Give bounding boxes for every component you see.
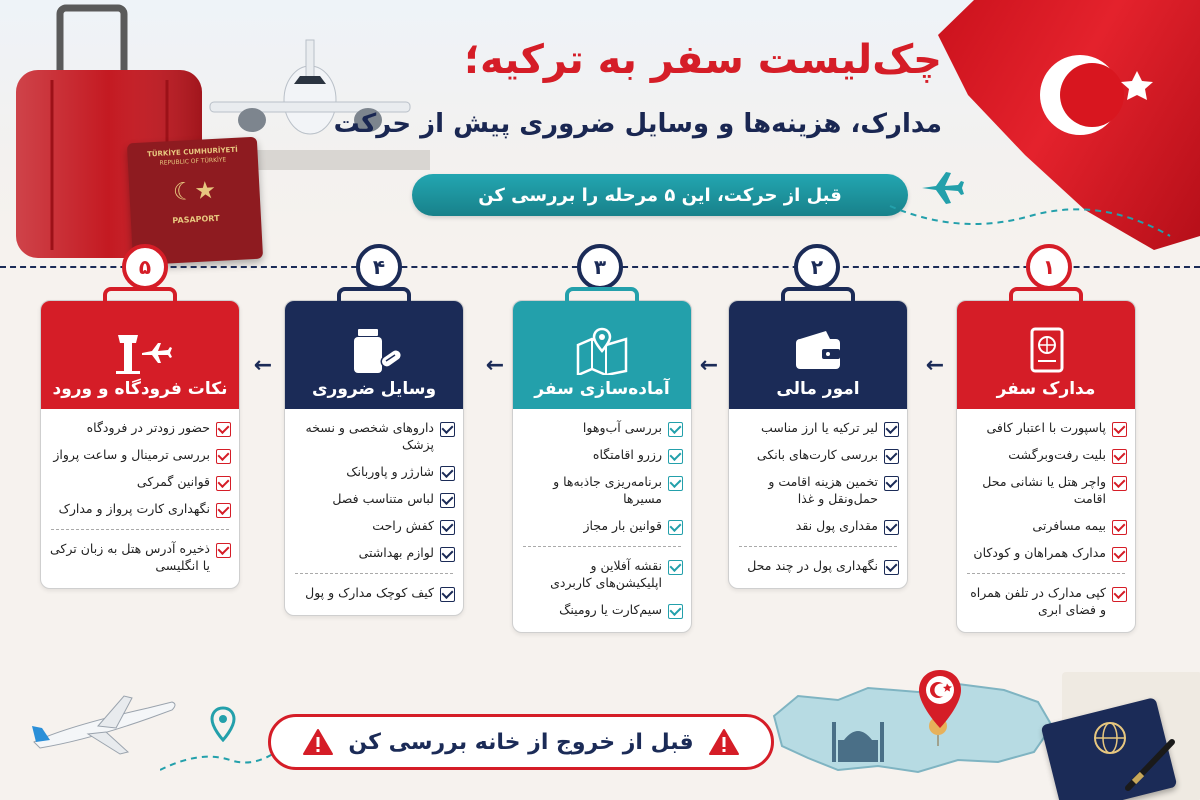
intro-banner: قبل از حرکت، این ۵ مرحله را بررسی کن xyxy=(412,174,908,216)
hero-banner xyxy=(0,0,1200,260)
checkbox-icon[interactable] xyxy=(440,547,455,562)
checklist-item[interactable] xyxy=(737,553,899,580)
card-finance xyxy=(728,300,908,589)
checkbox-icon[interactable] xyxy=(668,422,683,437)
checklist-item[interactable] xyxy=(521,415,683,442)
checkbox-icon[interactable] xyxy=(216,449,231,464)
step-number-4: ۴ xyxy=(356,244,402,290)
crescent-star-icon xyxy=(1025,40,1175,150)
item-label: بلیت رفت‌وبرگشت xyxy=(1008,447,1106,462)
item-label: لوازم بهداشتی xyxy=(358,544,434,560)
checklist-item[interactable] xyxy=(49,536,231,580)
card-title: وسایل ضروری xyxy=(311,379,437,399)
page-title: چک‌لیست سفر به ترکیه؛ xyxy=(464,37,942,83)
item-label: نقشه آفلاین و اپلیکیشن‌های کاربردی xyxy=(550,557,662,590)
checkbox-icon[interactable] xyxy=(884,422,899,437)
reminder-text: قبل از خروج از خانه بررسی کن xyxy=(348,729,694,755)
crescent-icon: ☾★ xyxy=(172,175,217,207)
card-header xyxy=(729,301,907,409)
checkbox-icon[interactable] xyxy=(668,560,683,575)
checkbox-icon[interactable] xyxy=(216,422,231,437)
card-title: آماده‌سازی سفر xyxy=(534,379,670,399)
item-label: بررسی ترمینال و ساعت پرواز xyxy=(53,447,210,462)
card-title: امور مالی xyxy=(776,379,860,399)
item-label: مدارک همراهان و کودکان xyxy=(973,544,1106,560)
wallet-icon xyxy=(786,327,850,375)
card-title: مدارک سفر xyxy=(996,379,1096,399)
map-pin-flag-icon xyxy=(916,668,964,730)
checkbox-icon[interactable] xyxy=(440,493,455,508)
item-label: مقداری پول نقد xyxy=(795,517,878,533)
checklist-item[interactable] xyxy=(49,442,231,469)
item-label: کیف کوچک مدارک و پول xyxy=(305,584,434,600)
card-header xyxy=(41,301,239,409)
item-label: نگهداری پول در چند محل xyxy=(747,557,878,573)
card-header xyxy=(513,301,691,409)
checklist-item[interactable] xyxy=(293,513,455,540)
location-pin-icon xyxy=(210,706,236,742)
checklist-item[interactable] xyxy=(293,540,455,567)
page-subtitle: مدارک، هزینه‌ها و وسایل ضروری پیش از حرکت xyxy=(333,109,942,139)
dashed-route-line xyxy=(880,196,1180,256)
checklist-item[interactable] xyxy=(521,597,683,624)
item-label: کفش راحت xyxy=(372,517,434,533)
checklist-item[interactable] xyxy=(965,540,1127,567)
card-header xyxy=(285,301,463,409)
checklist-item[interactable] xyxy=(737,442,899,469)
card-trip-preparation xyxy=(512,300,692,633)
warning-icon xyxy=(708,728,740,756)
checklist-item[interactable] xyxy=(521,469,683,513)
checkbox-icon[interactable] xyxy=(1112,449,1127,464)
checkbox-icon[interactable] xyxy=(668,449,683,464)
item-label: بیمه مسافرتی xyxy=(1032,517,1106,533)
warning-icon xyxy=(302,728,334,756)
item-label: نگهداری کارت پرواز و مدارک xyxy=(58,501,210,516)
checklist-item[interactable] xyxy=(521,442,683,469)
step-number-1: ۱ xyxy=(1026,244,1072,290)
checkbox-icon[interactable] xyxy=(884,560,899,575)
checklist-item[interactable] xyxy=(49,469,231,496)
airport-tower-icon xyxy=(108,327,172,375)
item-label: قوانین بار مجاز xyxy=(583,517,662,533)
checkbox-icon[interactable] xyxy=(1112,520,1127,535)
item-label: برنامه‌ریزی جاذبه‌ها و مسیرها xyxy=(553,474,662,506)
checklist-item[interactable] xyxy=(293,486,455,513)
checkbox-icon[interactable] xyxy=(884,476,899,491)
divider xyxy=(967,573,1125,574)
item-label: بررسی کارت‌های بانکی xyxy=(756,447,878,462)
card-travel-documents xyxy=(956,300,1136,633)
checklist-item[interactable] xyxy=(293,459,455,486)
item-label: کپی مدارک در تلفن همراه و فضای ابری xyxy=(970,584,1106,617)
card-header xyxy=(957,301,1135,409)
arrow-left-icon: ← xyxy=(485,353,505,378)
item-label: تخمین هزینه اقامت و حمل‌ونقل و غذا xyxy=(768,474,878,506)
arrow-left-icon: ← xyxy=(925,353,945,378)
checkbox-icon[interactable] xyxy=(884,520,899,535)
checkbox-icon[interactable] xyxy=(1112,476,1127,491)
checklist-item[interactable] xyxy=(965,580,1127,624)
airplane-icon xyxy=(28,686,178,758)
step-number-3: ۳ xyxy=(577,244,623,290)
divider xyxy=(523,546,681,547)
checkbox-icon[interactable] xyxy=(440,466,455,481)
item-label: قوانین گمرکی xyxy=(136,474,210,489)
checkbox-icon[interactable] xyxy=(1112,422,1127,437)
step-number-2: ۲ xyxy=(794,244,840,290)
checkbox-icon[interactable] xyxy=(440,587,455,602)
checklist-item[interactable] xyxy=(737,513,899,540)
item-label: حضور زودتر در فرودگاه xyxy=(86,420,210,435)
item-label: سیم‌کارت یا رومینگ xyxy=(559,601,662,617)
checklist-item[interactable] xyxy=(49,496,231,523)
checklist-item[interactable] xyxy=(521,553,683,597)
checklist-item[interactable] xyxy=(521,513,683,540)
passport-icon xyxy=(1014,327,1078,375)
passport-line3: PASAPORT xyxy=(172,213,220,226)
item-label: پاسپورت با اعتبار کافی xyxy=(986,420,1106,435)
card-essentials xyxy=(284,300,464,616)
arrow-left-icon: ← xyxy=(699,353,719,378)
checkbox-icon[interactable] xyxy=(1112,547,1127,562)
checklist-item[interactable] xyxy=(293,580,455,607)
checklist-item[interactable] xyxy=(965,442,1127,469)
checkbox-icon[interactable] xyxy=(440,422,455,437)
checklist-item[interactable] xyxy=(965,469,1127,513)
checklist-item[interactable] xyxy=(965,415,1127,442)
checkbox-icon[interactable] xyxy=(1112,587,1127,602)
pen-icon xyxy=(1120,736,1180,796)
card-airport-tips xyxy=(40,300,240,589)
checkbox-icon[interactable] xyxy=(668,476,683,491)
checkbox-icon[interactable] xyxy=(216,476,231,491)
item-label: ذخیره آدرس هتل به زبان ترکی یا انگلیسی xyxy=(50,541,210,573)
item-label: داروهای شخصی و نسخه پزشک xyxy=(305,420,434,452)
map-pin-icon xyxy=(570,327,634,375)
item-label: رزرو اقامتگاه xyxy=(592,447,662,462)
step-number-5: ۵ xyxy=(122,244,168,290)
arrow-left-icon: ← xyxy=(253,353,273,378)
checklist-item[interactable] xyxy=(293,415,455,459)
medicine-icon xyxy=(342,327,406,375)
checklist-item[interactable] xyxy=(737,469,899,513)
item-label: بررسی آب‌وهوا xyxy=(582,420,662,435)
checklist-item[interactable] xyxy=(49,415,231,442)
checkbox-icon[interactable] xyxy=(440,520,455,535)
checkbox-icon[interactable] xyxy=(668,604,683,619)
checkbox-icon[interactable] xyxy=(216,543,231,558)
checklist-item[interactable] xyxy=(737,415,899,442)
divider xyxy=(739,546,897,547)
passport-line2: REPUBLIC OF TÜRKİYE xyxy=(159,156,227,167)
divider xyxy=(51,529,229,530)
card-title: نکات فرودگاه و ورود xyxy=(52,379,228,399)
item-label: لیر ترکیه یا ارز مناسب xyxy=(760,420,878,435)
checkbox-icon[interactable] xyxy=(216,503,231,518)
checkbox-icon[interactable] xyxy=(668,520,683,535)
item-label: لباس متناسب فصل xyxy=(332,490,434,506)
item-label: واچر هتل یا نشانی محل اقامت xyxy=(982,474,1106,506)
item-label: شارژر و پاوربانک xyxy=(346,463,434,479)
reminder-banner xyxy=(268,714,774,770)
checkbox-icon[interactable] xyxy=(884,449,899,464)
checklist-item[interactable] xyxy=(965,513,1127,540)
passport-line1: TÜRKİYE CUMHURİYETİ xyxy=(146,145,238,159)
divider xyxy=(295,573,453,574)
turkey-map-illustration xyxy=(768,666,1058,790)
